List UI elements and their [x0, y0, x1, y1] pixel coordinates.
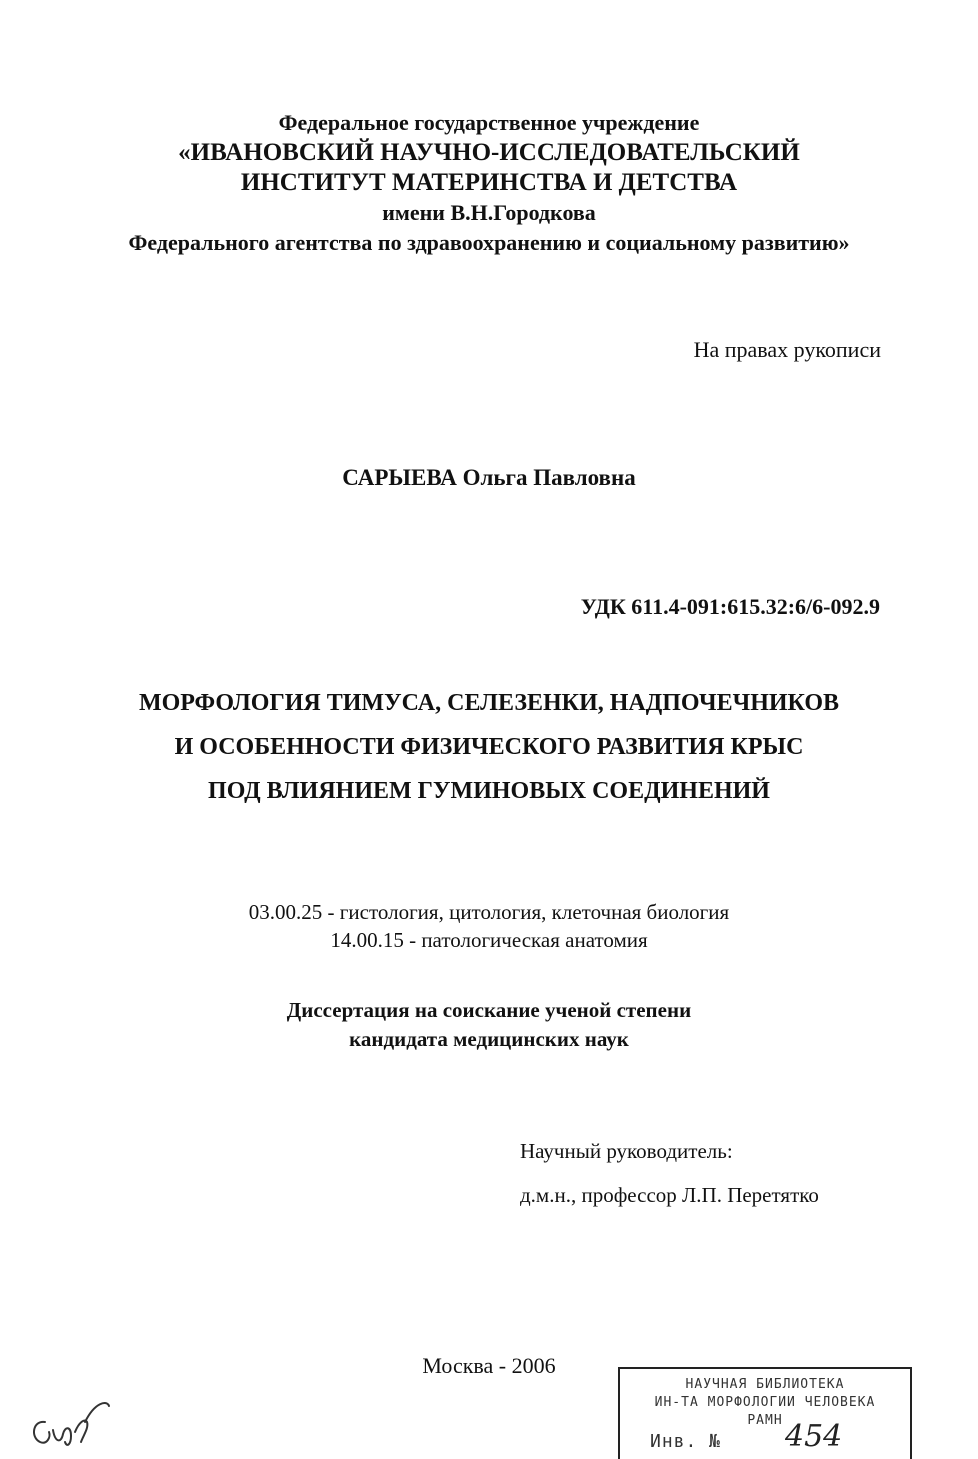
specialties [0, 898, 978, 954]
thesis-title-line-3: ПОД ВЛИЯНИЕМ ГУМИНОВЫХ СОЕДИНЕНИЙ [208, 778, 770, 804]
library-stamp [618, 1367, 912, 1459]
institution-line-5: Федерального агентства по здравоохранению и социальному развитию» [128, 230, 850, 255]
thesis-title-line-2: И ОСОБЕННОСТИ ФИЗИЧЕСКОГО РАЗВИТИЯ КРЫС [174, 734, 804, 760]
udk-code: УДК 611.4-091:615.32:6/6-092.9 [580, 594, 880, 619]
specialty-1: 03.00.25 - гистология, цитология, клеточная биология [248, 900, 730, 924]
thesis-title-line-1: МОРФОЛОГИЯ ТИМУСА, СЕЛЕЗЕНКИ, НАДПОЧЕЧНИКОВ [138, 690, 840, 716]
stamp-line-1: НАУЧНАЯ БИБЛИОТЕКА [685, 1377, 845, 1392]
stamp-line-2: ИН-ТА МОРФОЛОГИИ ЧЕЛОВЕКА [654, 1395, 876, 1410]
city-year: Москва - 2006 [422, 1353, 556, 1378]
institution-line-4: имени В.Н.Городкова [382, 200, 596, 225]
author-name: САРЫЕВА Ольга Павловна [342, 465, 636, 490]
institution-line-3: ИНСТИТУТ МАТЕРИНСТВА И ДЕТСТВА [240, 169, 738, 196]
stamp-line-3: РАМН [747, 1413, 783, 1428]
specialty-2: 14.00.15 - патологическая анатомия [330, 928, 648, 952]
dissertation-line-2: кандидата медицинских наук [349, 1027, 629, 1051]
supervisor-label: Научный руководитель: [520, 1139, 733, 1163]
manuscript-rights: На правах рукописи [693, 337, 881, 362]
handwritten-signature [25, 1392, 115, 1452]
institution-line-1: Федеральное государственное учреждение [278, 110, 700, 135]
supervisor-name: д.м.н., профессор Л.П. Перетятко [520, 1183, 819, 1207]
stamp-inventory-number: 454 [785, 1419, 843, 1454]
institution-line-2: «ИВАНОВСКИЙ НАУЧНО-ИССЛЕДОВАТЕЛЬСКИЙ [178, 139, 800, 166]
stamp-inventory-label: Инв. № [650, 1431, 722, 1452]
dissertation-line-1: Диссертация на соискание ученой степени [286, 998, 692, 1022]
